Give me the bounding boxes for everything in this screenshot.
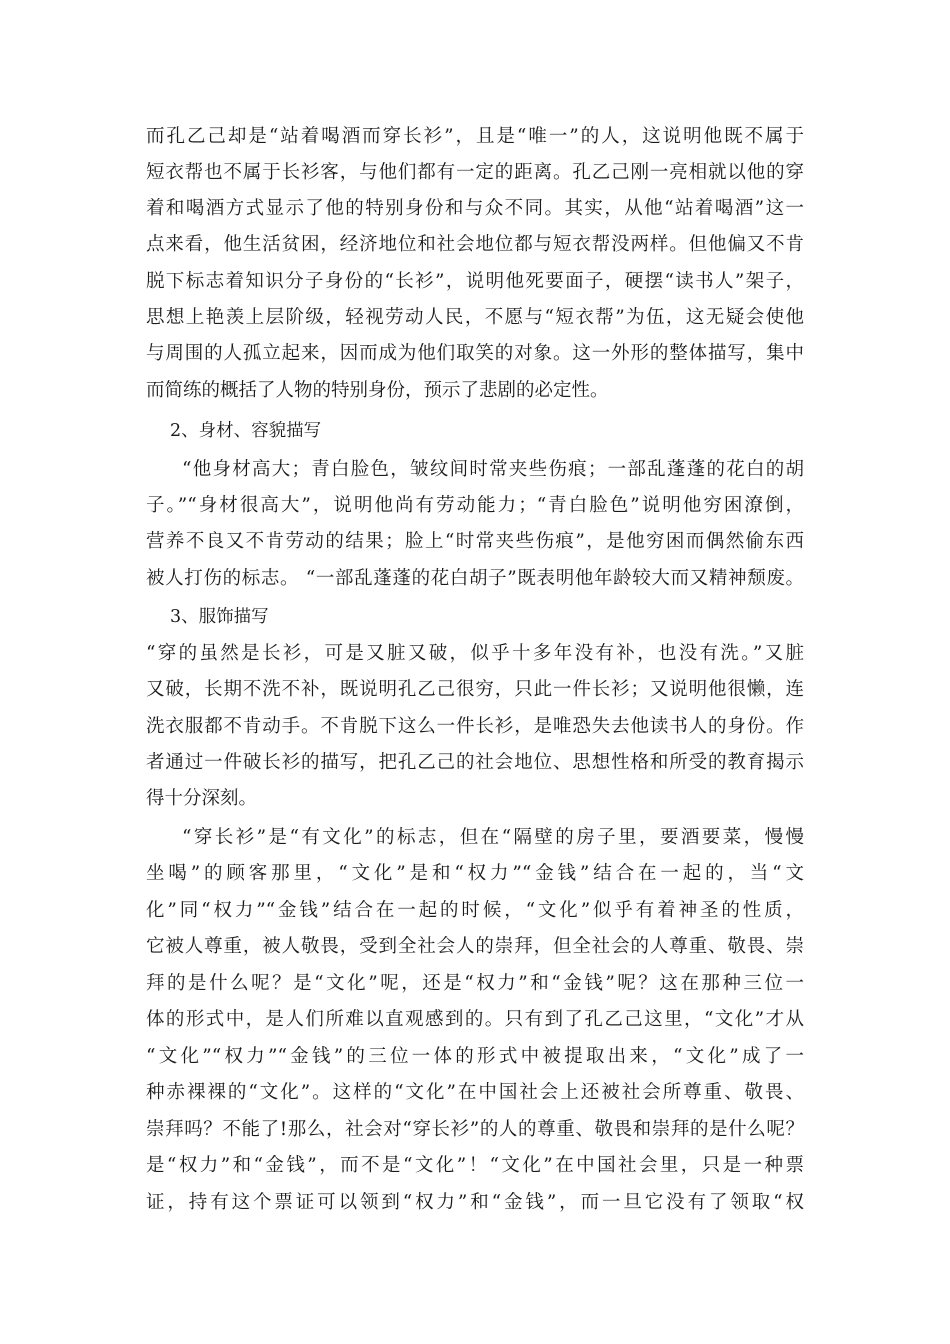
body-line: 坐喝”的顾客那里，“文化”是和“权力”“金钱”结合在一起的，当“文 <box>146 863 804 884</box>
body-line: 而简练的概括了人物的特别身份，预示了悲剧的必定性。 <box>146 380 609 401</box>
body-line: 思想上艳羡上层阶级，轻视劳动人民，不愿与“短衣帮”为伍，这无疑会使他 <box>146 307 804 328</box>
body-line: 它被人尊重，被人敬畏，受到全社会人的崇拜，但全社会的人尊重、敬畏、崇 <box>146 936 804 957</box>
body-line: 化”同“权力”“金钱”结合在一起的时候，“文化”似乎有着神圣的性质， <box>146 900 804 921</box>
body-line: “穿的虽然是长衫，可是又脏又破，似乎十多年没有补，也没有洗。”又脏 <box>146 643 804 664</box>
body-line: 着和喝酒方式显示了他的特别身份和与众不同。其实，从他“站着喝酒”这一 <box>146 198 804 219</box>
body-line: 种赤裸裸的“文化”。这样的“文化”在中国社会上还被社会所尊重、敬畏、 <box>146 1082 804 1103</box>
body-line: 拜的是什么呢？是“文化”呢，还是“权力”和“金钱”呢？这在那种三位一 <box>146 973 804 994</box>
body-line: 营养不良又不肯劳动的结果；脸上“时常夹些伤痕”，是他穷困而偶然偷东西 <box>146 531 804 552</box>
body-line: 短衣帮也不属于长衫客，与他们都有一定的距离。孔乙己刚一亮相就以他的穿 <box>146 162 804 183</box>
body-line: 崇拜吗？不能了!那么，社会对“穿长衫”的人的尊重、敬畏和崇拜的是什么呢？ <box>146 1119 804 1140</box>
body-line: 而孔乙己却是“站着喝酒而穿长衫”，且是“唯一”的人，这说明他既不属于 <box>146 126 804 147</box>
body-line: 脱下标志着知识分子身份的“长衫”，说明他死要面子，硬摆“读书人”架子， <box>146 271 804 292</box>
body-line: 者通过一件破长衫的描写，把孔乙己的社会地位、思想性格和所受的教育揭示 <box>146 752 804 773</box>
body-line: “穿长衫”是“有文化”的标志，但在“隔壁的房子里，要酒要菜，慢慢 <box>182 827 804 848</box>
body-line: 洗衣服都不肯动手。不肯脱下这么一件长衫，是唯恐失去他读书人的身份。作 <box>146 716 804 737</box>
body-line: 是“权力”和“金钱”，而不是“文化”！“文化”在中国社会里，只是一种票 <box>146 1155 804 1176</box>
body-line: 与周围的人孤立起来，因而成为他们取笑的对象。这一外形的整体描写，集中 <box>146 343 804 364</box>
body-line: 被人打伤的标志。 “一部乱蓬蓬的花白胡子”既表明他年龄较大而又精神颓废。 <box>146 568 804 589</box>
section-heading: 2、身材、容貌描写 <box>170 421 322 441</box>
section-heading: 3、服饰描写 <box>170 607 269 627</box>
body-line: 又破，长期不洗不补，既说明孔乙己很穷，只此一件长衫；又说明他很懒，连 <box>146 679 804 700</box>
body-line: “他身材高大；青白脸色，皱纹间时常夹些伤痕；一部乱蓬蓬的花白的胡 <box>182 459 804 480</box>
body-line: 点来看，他生活贫困，经济地位和社会地位都与短衣帮没两样。但他偏又不肯 <box>146 234 804 255</box>
body-line: “文化”“权力”“金钱”的三位一体的形式中被提取出来，“文化”成了一 <box>146 1046 804 1067</box>
body-line: 体的形式中，是人们所难以直观感到的。只有到了孔乙己这里，“文化”才从 <box>146 1009 804 1030</box>
body-line: 得十分深刻。 <box>146 788 258 809</box>
body-line: 证，持有这个票证可以领到“权力”和“金钱”，而一旦它没有了领取“权 <box>146 1192 804 1213</box>
body-line: 子。”“身材很高大”，说明他尚有劳动能力；“青白脸色”说明他穷困潦倒， <box>146 495 804 516</box>
